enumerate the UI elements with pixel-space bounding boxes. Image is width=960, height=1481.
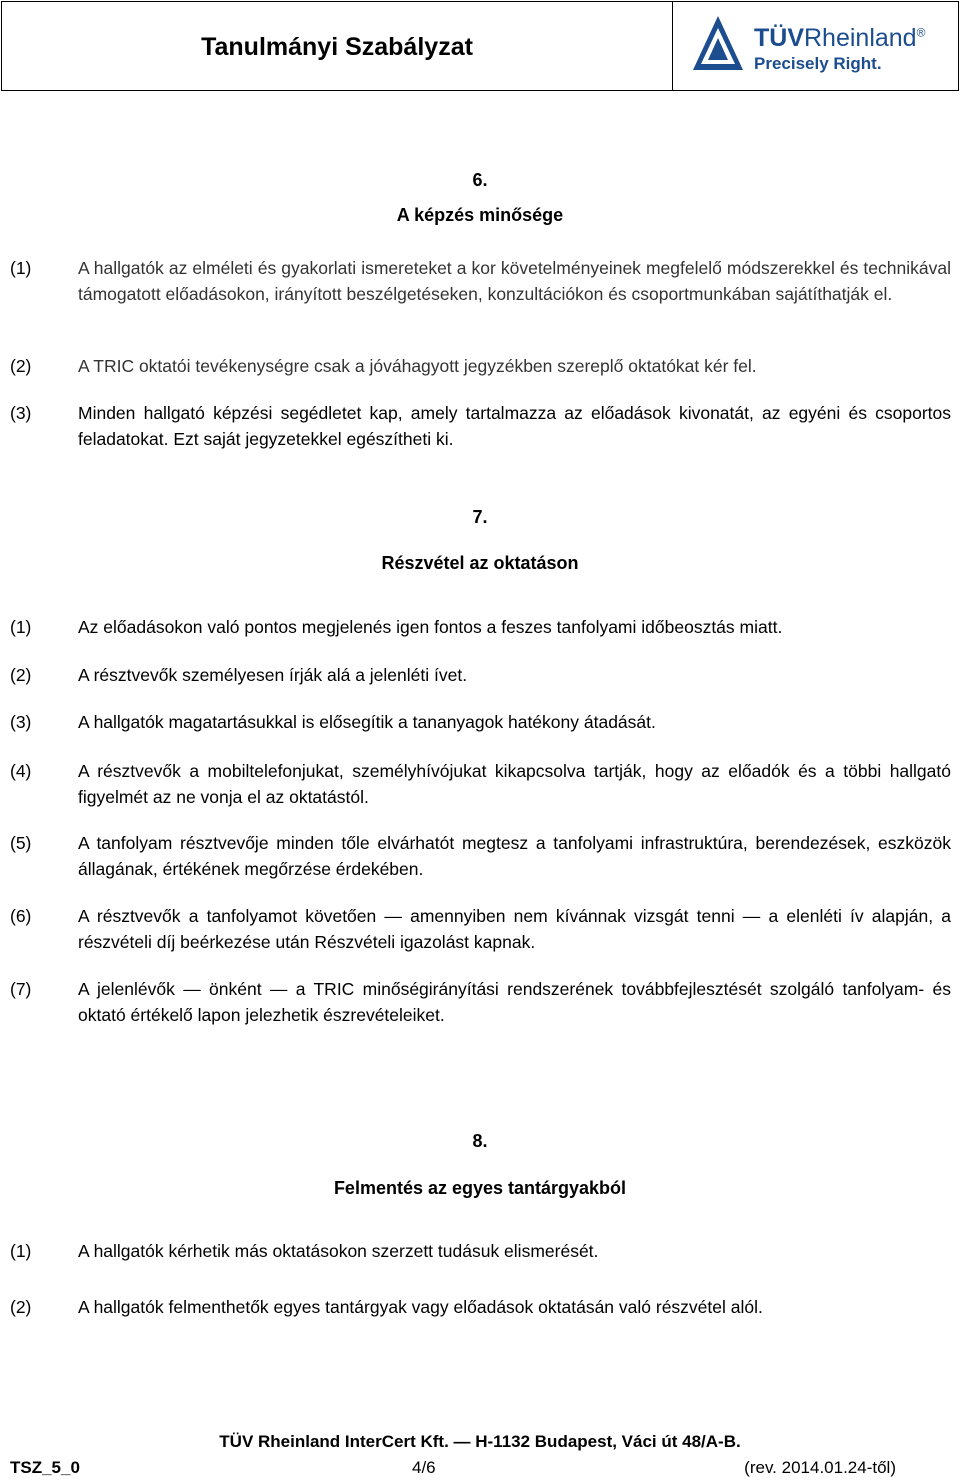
section-title: A képzés minősége [396,205,564,225]
paragraph-text: Az előadásokon való pontos megjelenés igen fontos a feszes tanfolyami időbeosztás miatt. [78,617,783,637]
brand-slogan: Precisely Right. [754,54,882,73]
brand-name [754,24,925,53]
header-title-cell [2,2,673,90]
section-number: 6. [472,170,488,190]
paragraph-number: (1) [10,258,32,278]
footer-company: TÜV Rheinland InterCert Kft. — H-1132 Budapest, Váci út 48/A-B. [219,1432,741,1451]
paragraph-text: A résztvevők személyesen írják alá a jelenléti ívet. [78,665,468,685]
paragraph-text: A hallgatók az elméleti és gyakorlati ismereteket a kor követelményeinek megfelelő módszerekkel és technikával támogatott előadásokon, irányított beszélgetéseken, konzultációkon és csoportmunkában sajátíthatják el. [78,258,951,304]
revision-date: (rev. 2014.01.24-től) [744,1458,896,1477]
paragraph-number: (2) [10,665,32,685]
paragraph-number: (6) [10,906,32,926]
paragraph-text: A hallgatók kérhetik más oktatásokon szerzett tudásuk elismerését. [78,1241,599,1261]
paragraph-number: (1) [10,617,32,637]
paragraph-text: A TRIC oktatói tevékenységre csak a jóváhagyott jegyzékben szereplő oktatókat kér fel. [78,356,757,376]
paragraph-number: (3) [10,403,32,423]
paragraph-text: A hallgatók felmenthetők egyes tantárgyak vagy előadások oktatásán való részvétel alól. [78,1297,763,1317]
paragraph-number: (5) [10,833,32,853]
paragraph-text: Minden hallgató képzési segédletet kap, amely tartalmazza az előadások kivonatát, az egyéni és csoportos feladatokat. Ezt saját jegyzetekkel egészítheti ki. [78,403,951,449]
paragraph-number: (4) [10,761,32,781]
section-title: Részvétel az oktatáson [381,553,579,573]
tuv-logo [673,2,958,90]
brand-rest: Rheinland [804,24,917,52]
tuv-triangle-logo-icon [691,14,745,72]
paragraph-text: A résztvevők a tanfolyamot követően — amennyiben nem kívánnak vizsgát tenni — a elenléti ív alapján, a részvételi díj beérkezése után Részvételi igazolást kapnak. [78,906,951,952]
paragraph-text: A tanfolyam résztvevője minden tőle elvárhatót megtesz a tanfolyami infrastruktúra, berendezések, eszközök állagának, értékének megőrzése érdekében. [78,833,951,879]
page-number: 4/6 [412,1458,436,1477]
paragraph-number: (2) [10,1297,32,1317]
paragraph-text: A résztvevők a mobiltelefonjukat, személyhívójukat kikapcsolva tartják, hogy az előadók és a többi hallgató figyelmét az ne vonja el az oktatástól. [78,761,951,807]
section-title: Felmentés az egyes tantárgyakból [333,1178,627,1198]
page-header [1,1,959,91]
paragraph-number: (7) [10,979,32,999]
document-code: TSZ_5_0 [10,1458,80,1477]
brand-bold: TÜV [754,24,804,52]
section-number: 8. [472,1131,488,1151]
section-number: 7. [472,507,488,527]
document-title: Tanulmányi Szabályzat [201,32,473,61]
paragraph-number: (1) [10,1241,32,1261]
paragraph-text: A hallgatók magatartásukkal is elősegítik a tananyagok hatékony átadását. [78,712,656,732]
paragraph-number: (3) [10,712,32,732]
paragraph-number: (2) [10,356,32,376]
paragraph-text: A jelenlévők — önként — a TRIC minőségirányítási rendszerének továbbfejlesztését szolgáló tanfolyam- és oktató értékelő lapon jelezhetik észrevételeiket. [78,979,951,1025]
registered-mark: ® [916,25,926,40]
